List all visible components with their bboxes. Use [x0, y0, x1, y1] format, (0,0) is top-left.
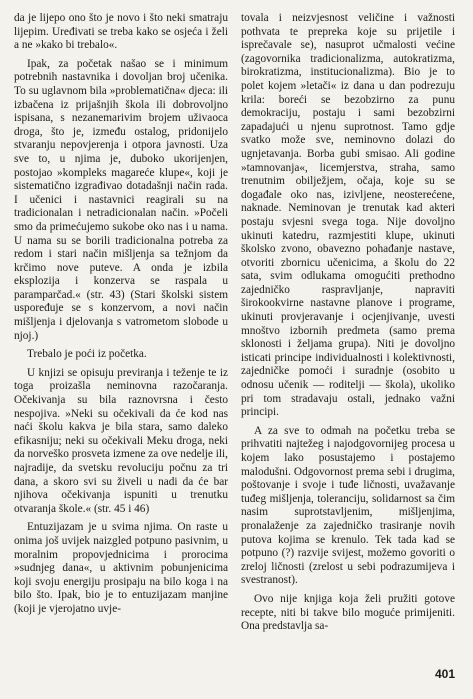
paragraph: Ovo nije knjiga koja želi pružiti gotove recepte, niti bi takve bilo moguće primijeniti. Ona predstavlja sa-	[241, 592, 455, 633]
right-column	[241, 12, 455, 639]
paragraph: da je lijepo ono što je novo i što neki smatraju lijepim. Uređivati se treba kako se osjeća i želi a ne »kako bi trebalo«.	[14, 12, 228, 52]
paragraph: tovala i neizvjesnost veličine i važnosti pothvata te prepreka koje su prijetile i isprečavale se), nasuprot učmalosti većine (zagovornika tradicionalizma, autokratizma, birokratizma, institucionalizma). Bio je to polet kojem »letači« iz dana u dan podrezuju krila: boreći se bezobzirno za punu demokraciju, postaju i sami bezobzirni zapadajući u njenu suprotnost. Tamo gdje svatko može sve, neminovno dolazi do ugnjetavanja. Borba gubi smisao. Ali godine »tamnovanja«, licemjerstva, straha, samo trenutnim obilježjem, očaja, koje su se događale oko nas, izivljene, neosterećene, naknade. Neminovan je trenutak kad akteri postaju svjesni svega toga. Nije dovoljno ukinuti katedru, razmjestiti klupe, ukinuti školsko zvono, obavezno pohađanje nastave, otvoriti zbornicu učenicima, a školu do 22 sata, svim odlukama omogućiti prethodno zajedničko raspravljanje, napraviti širokookvirne nastavne planove i programe, ukinuti provjeravanje i ocjenjivanje, uvesti mnoštvo izbornih predmeta (samo prema sklonosti i željama grupa). Niti je dovoljno isticati principe individualnosti i kolektivnosti, zajedničke pomoći i suradnje (osobito u odnosu učenik — roditelji — škola), ukoliko pri tom stradavaju ostali, jednako važni principi.	[241, 12, 455, 419]
paragraph: U knjizi se opisuju previranja i teženje te iz toga proizašla neminovna razočaranja. Očekivanja su bila raznovrsna i često nespojiva. »Neki su očekivali da će kod nas naći školu kakva je bila stara, samo daleko efikasniju; neki su očekivali Meku droga, neki da norveško prosveta izmene za ove nedelje ili, najradije, da svetsku revoluciju počnu za tri dana, a skoro svi su živeli u nadi da će bar njihova očekivanja ispuniti u trenutku otvaranja škole.« (str. 45 i 46)	[14, 366, 228, 515]
paragraph: Entuzijazam je u svima njima. On raste u onima još uvijek naizgled potpuno pasivnim, u moralnim propovjednicima i prorocima »sudnjeg dana«, u aktivnim pobunjenicima koji svoju energiju prosipaju na bilo koga i na bilo što. Ipak, bio je to entuzijazam manjine (koji je vjerojatno uvje-	[14, 521, 228, 615]
paragraph: Trebalo je poći iz početka.	[27, 348, 147, 361]
left-column	[14, 12, 228, 622]
page-number: 401	[434, 667, 455, 681]
paragraph: A za sve to odmah na početku treba se prihvatiti najtežeg i najodgovornijeg procesa u kojem lako posustajemo i postajemo malodušni. Odgovornost prema sebi i drugima, poštovanje i svoje i tuđe ličnosti, uvažavanje tuđeg mišljenja, toleranciju, solidarnost sa čim nasim suprotstavljenim, mišljenjima, pronalaženje za zajedničko trasiranje novih putova kojima se krenulo. Tek tada kad se potpuno (?) razvije svijest, možemo govoriti o zreloj ličnosti (zrelost u sebi podrazumijeva i svestranost).	[241, 424, 455, 587]
paragraph: Ipak, za početak našao se i minimum potrebnih nastavnika i dovoljan broj učenika. To su uglavnom bila »problematična« djeca: ili izbačena iz prijašnjih škola ili dobrovoljno ispisana, s nezanemarivim brojem uživaoca droga, što je, između ostalog, pridonijelo stvaranju nepovjerenja i otpora javnosti. Uza sve to, u njima je, duboko ukorijenjen, postojao »kompleks magareće klupe«, koji je sistematično izgrađivao dotadašnji način rada. I učenici i nastavnici reagirali su na tradicionalan i netradicionalan način. »Počeli smo da primećujemo sukobe oko nas i u nama. U nama su se borili tradicionalna potreba za redom i stari način mišljenja sa težnjom da krčimo nove puteve. A onda je izbila eksplozija i konzerva se raspala u paramparčad.« (str. 43) (Stari školski sistem uspoređuje se s konzervom, a novi način mišljenja i djelovanja s vatrometom slobode u njoj.)	[14, 57, 228, 342]
